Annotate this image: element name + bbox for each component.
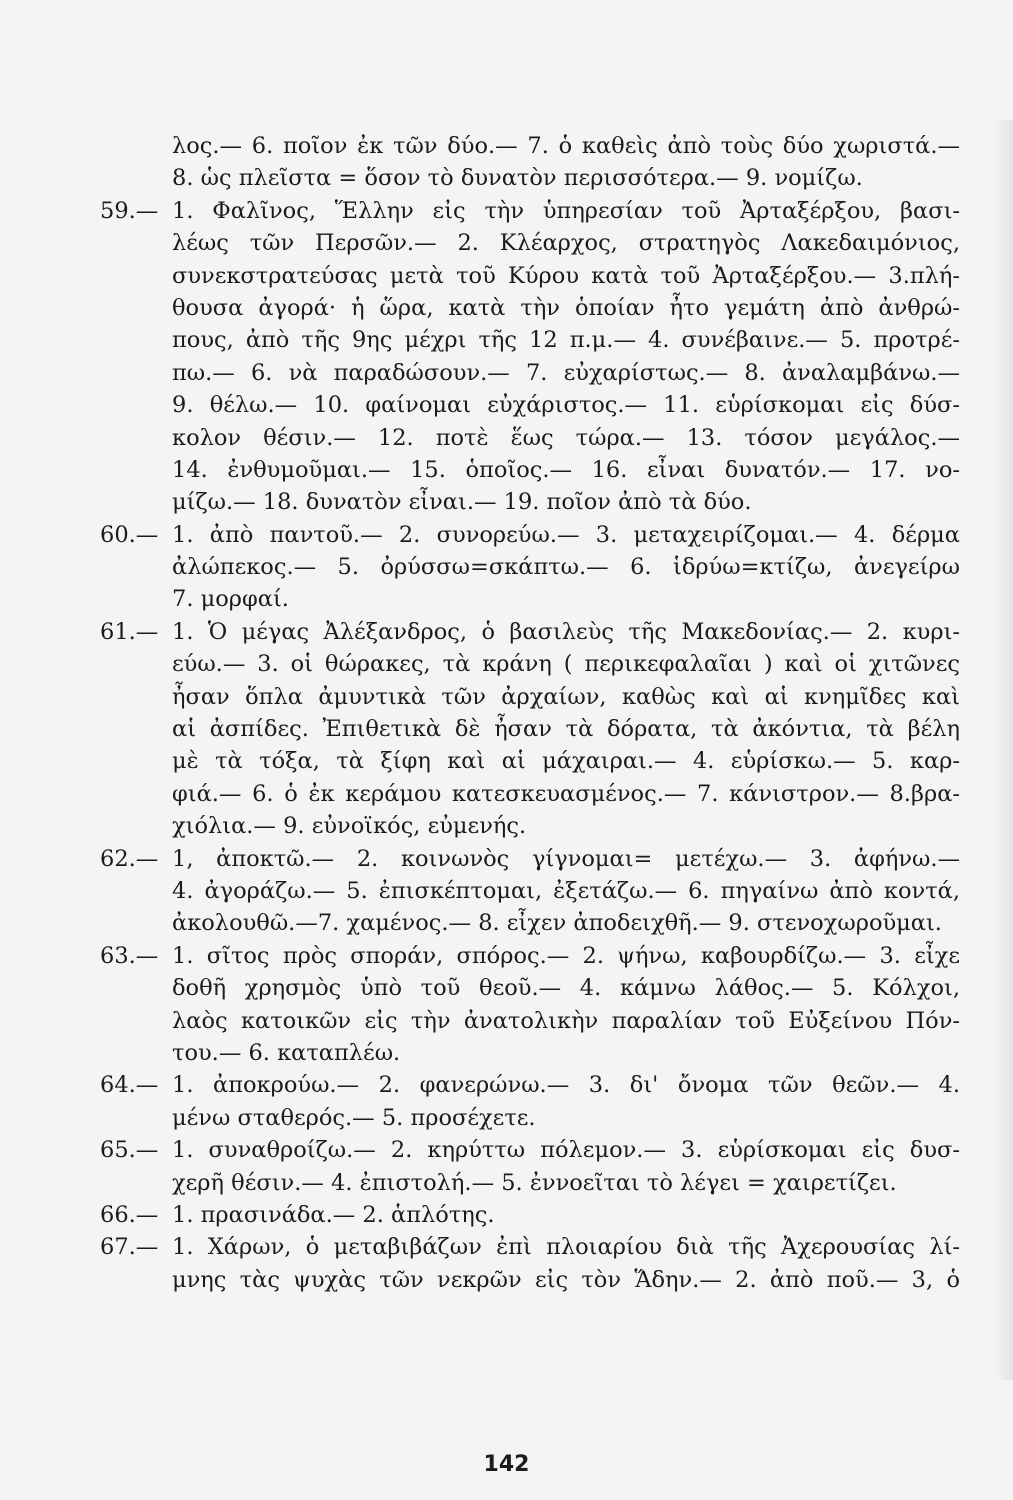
- text-line: [100, 583, 960, 615]
- line-text: πω.— 6. νὰ παραδώσουν.— 7. εὐχαρίστως.— 8. ἀναλαμβάνω.—: [172, 359, 960, 386]
- text-line: [100, 713, 960, 745]
- line-text: 8. ὡς πλεῖστα = ὅσον τὸ δυνατὸν περισσότερα.— 9. νομίζω.: [172, 165, 863, 192]
- section-number: 62.—: [100, 845, 159, 872]
- line-text: εύω.— 3. οἱ θώρακες, τὰ κράνη ( περικεφαλαῖαι ) καὶ οἱ χιτῶνες: [172, 651, 960, 678]
- line-text: 1. ἀπὸ παντοῦ.— 2. συνορεύω.— 3. μεταχειρίζομαι.— 4. δέρμα: [172, 521, 960, 548]
- text-line: [100, 162, 960, 194]
- line-text: χιόλια.— 9. εὐνοϊκός, εὐμενής.: [172, 813, 527, 840]
- line-text: μίζω.— 18. δυνατὸν εἶναι.— 19. ποῖον ἀπὸ τὰ δύο.: [172, 489, 752, 516]
- line-text: 9. θέλω.— 10. φαίνομαι εὐχάριστος.— 11. εὑρίσκομαι εἰς δύσ-: [172, 392, 960, 419]
- text-line: [100, 940, 960, 972]
- line-text: θουσα ἀγορά· ἡ ὥρα, κατὰ τὴν ὁποίαν ἦτο γεμάτη ἀπὸ ἀνθρώ-: [172, 294, 960, 321]
- line-text: 7. μορφαί.: [172, 586, 289, 613]
- text-line: [100, 1199, 960, 1231]
- line-text: ἦσαν ὅπλα ἀμυντικὰ τῶν ἀρχαίων, καθὼς καὶ αἱ κνημῖδες καὶ: [172, 683, 960, 710]
- line-text: χερῆ θέσιν.— 4. ἐπιστολή.— 5. ἐννοεῖται τὸ λέγει = χαιρετίζει.: [172, 1169, 897, 1196]
- line-text: 1. σῖτος πρὸς σποράν, σπόρος.— 2. ψήνω, καβουρδίζω.— 3. εἶχε: [172, 942, 960, 969]
- line-text: αἱ ἀσπίδες. Ἐπιθετικὰ δὲ ἦσαν τὰ δόρατα, τὰ ἀκόντια, τὰ βέλη: [172, 716, 960, 743]
- line-text: μὲ τὰ τόξα, τὰ ξίφη καὶ αἱ μάχαιραι.— 4. εὑρίσκω.— 5. καρ-: [172, 748, 960, 775]
- text-line: [100, 745, 960, 777]
- text-line: [100, 292, 960, 324]
- section-number: 67.—: [100, 1234, 159, 1261]
- text-line: [100, 551, 960, 583]
- text-line: [100, 810, 960, 842]
- text-line: [100, 260, 960, 292]
- text-line: [100, 843, 960, 875]
- text-line: [100, 907, 960, 939]
- line-text: πους, ἀπὸ τῆς 9ης μέχρι τῆς 12 π.μ.— 4. συνέβαινε.— 5. προτρέ-: [172, 327, 960, 354]
- line-text: 1. Χάρων, ὁ μεταβιβάζων ἐπὶ πλοιαρίου διὰ τῆς Ἀχερουσίας λί-: [172, 1234, 960, 1261]
- text-line: [100, 357, 960, 389]
- line-text: μένω σταθερός.— 5. προσέχετε.: [172, 1104, 536, 1131]
- text-line: [100, 130, 960, 162]
- text-line: [100, 422, 960, 454]
- page-edge-shadow: [995, 120, 1013, 1380]
- text-line: [100, 1069, 960, 1101]
- line-text: δοθῆ χρησμὸς ὑπὸ τοῦ θεοῦ.— 4. κάμνω λάθος.— 5. Κόλχοι,: [172, 975, 960, 1002]
- section-number: 65.—: [100, 1137, 159, 1164]
- section-number: 64.—: [100, 1072, 159, 1099]
- text-line: [100, 486, 960, 518]
- line-text: μνης τὰς ψυχὰς τῶν νεκρῶν εἰς τὸν Ἅδην.— 2. ἀπὸ ποῦ.— 3, ὁ: [172, 1266, 960, 1293]
- text-line: [100, 681, 960, 713]
- page-number: 142: [483, 1452, 530, 1477]
- line-text: 1. Ὁ μέγας Ἀλέξανδρος, ὁ βασιλεὺς τῆς Μακεδονίας.— 2. κυρι-: [172, 618, 960, 645]
- section-number: 59.—: [100, 197, 159, 224]
- text-line: [100, 195, 960, 227]
- line-text: φιά.— 6. ὁ ἐκ κεράμου κατεσκευασμένος.— 7. κάνιστρον.— 8.βρα-: [172, 780, 960, 807]
- line-text: κολον θέσιν.— 12. ποτὲ ἕως τώρα.— 13. τόσον μεγάλος.—: [172, 424, 960, 451]
- line-text: 1. ἀποκρούω.— 2. φανερώνω.— 3. δι' ὄνομα τῶν θεῶν.— 4.: [172, 1072, 960, 1099]
- section-number: 63.—: [100, 942, 159, 969]
- text-line: [100, 389, 960, 421]
- text-line: [100, 324, 960, 356]
- text-line: [100, 1134, 960, 1166]
- text-line: [100, 648, 960, 680]
- text-line: [100, 227, 960, 259]
- section-number: 66.—: [100, 1201, 159, 1228]
- line-text: ἀκολουθῶ.—7. χαμένος.— 8. εἶχεν ἀποδειχθῆ.— 9. στενοχωροῦμαι.: [172, 910, 942, 937]
- line-text: 1. συναθροίζω.— 2. κηρύττω πόλεμον.— 3. εὑρίσκομαι εἰς δυσ-: [172, 1137, 960, 1164]
- line-text: 4. ἀγοράζω.— 5. ἐπισκέπτομαι, ἐξετάζω.— 6. πηγαίνω ἀπὸ κοντά,: [172, 877, 960, 904]
- text-line: [100, 454, 960, 486]
- section-number: 61.—: [100, 618, 159, 645]
- line-text: 1. πρασινάδα.— 2. ἁπλότης.: [172, 1201, 495, 1228]
- line-text: του.— 6. καταπλέω.: [172, 1039, 401, 1066]
- text-line: [100, 1231, 960, 1263]
- section-number: 60.—: [100, 521, 159, 548]
- text-line: [100, 1037, 960, 1069]
- text-line: [100, 519, 960, 551]
- line-text: 1. Φαλῖνος, Ἕλλην εἰς τὴν ὑπηρεσίαν τοῦ Ἀρταξέρξου, βασι-: [172, 197, 960, 224]
- line-text: 1, ἀποκτῶ.— 2. κοινωνὸς γίγνομαι= μετέχω.— 3. ἀφήνω.—: [172, 845, 960, 872]
- text-block: [100, 130, 960, 1296]
- text-line: [100, 778, 960, 810]
- text-line: [100, 972, 960, 1004]
- text-line: [100, 1264, 960, 1296]
- line-text: λος.— 6. ποῖον ἐκ τῶν δύο.— 7. ὁ καθεὶς ἀπὸ τοὺς δύο χωριστά.—: [172, 133, 960, 159]
- line-text: λέως τῶν Περσῶν.— 2. Κλέαρχος, στρατηγὸς Λακεδαιμόνιος,: [172, 230, 960, 257]
- text-line: [100, 1102, 960, 1134]
- text-line: [100, 616, 960, 648]
- line-text: ἀλώπεκος.— 5. ὀρύσσω=σκάπτω.— 6. ἱδρύω=κτίζω, ἀνεγείρω: [172, 554, 960, 581]
- text-line: [100, 1005, 960, 1037]
- line-text: συνεκστρατεύσας μετὰ τοῦ Κύρου κατὰ τοῦ Ἀρταξέρξου.— 3.πλή-: [172, 262, 960, 289]
- text-line: [100, 875, 960, 907]
- line-text: 14. ἐνθυμοῦμαι.— 15. ὁποῖος.— 16. εἶναι δυνατόν.— 17. νο-: [172, 456, 960, 483]
- line-text: λαὸς κατοικῶν εἰς τὴν ἀνατολικὴν παραλίαν τοῦ Εὐξείνου Πόν-: [172, 1007, 960, 1034]
- text-line: [100, 1167, 960, 1199]
